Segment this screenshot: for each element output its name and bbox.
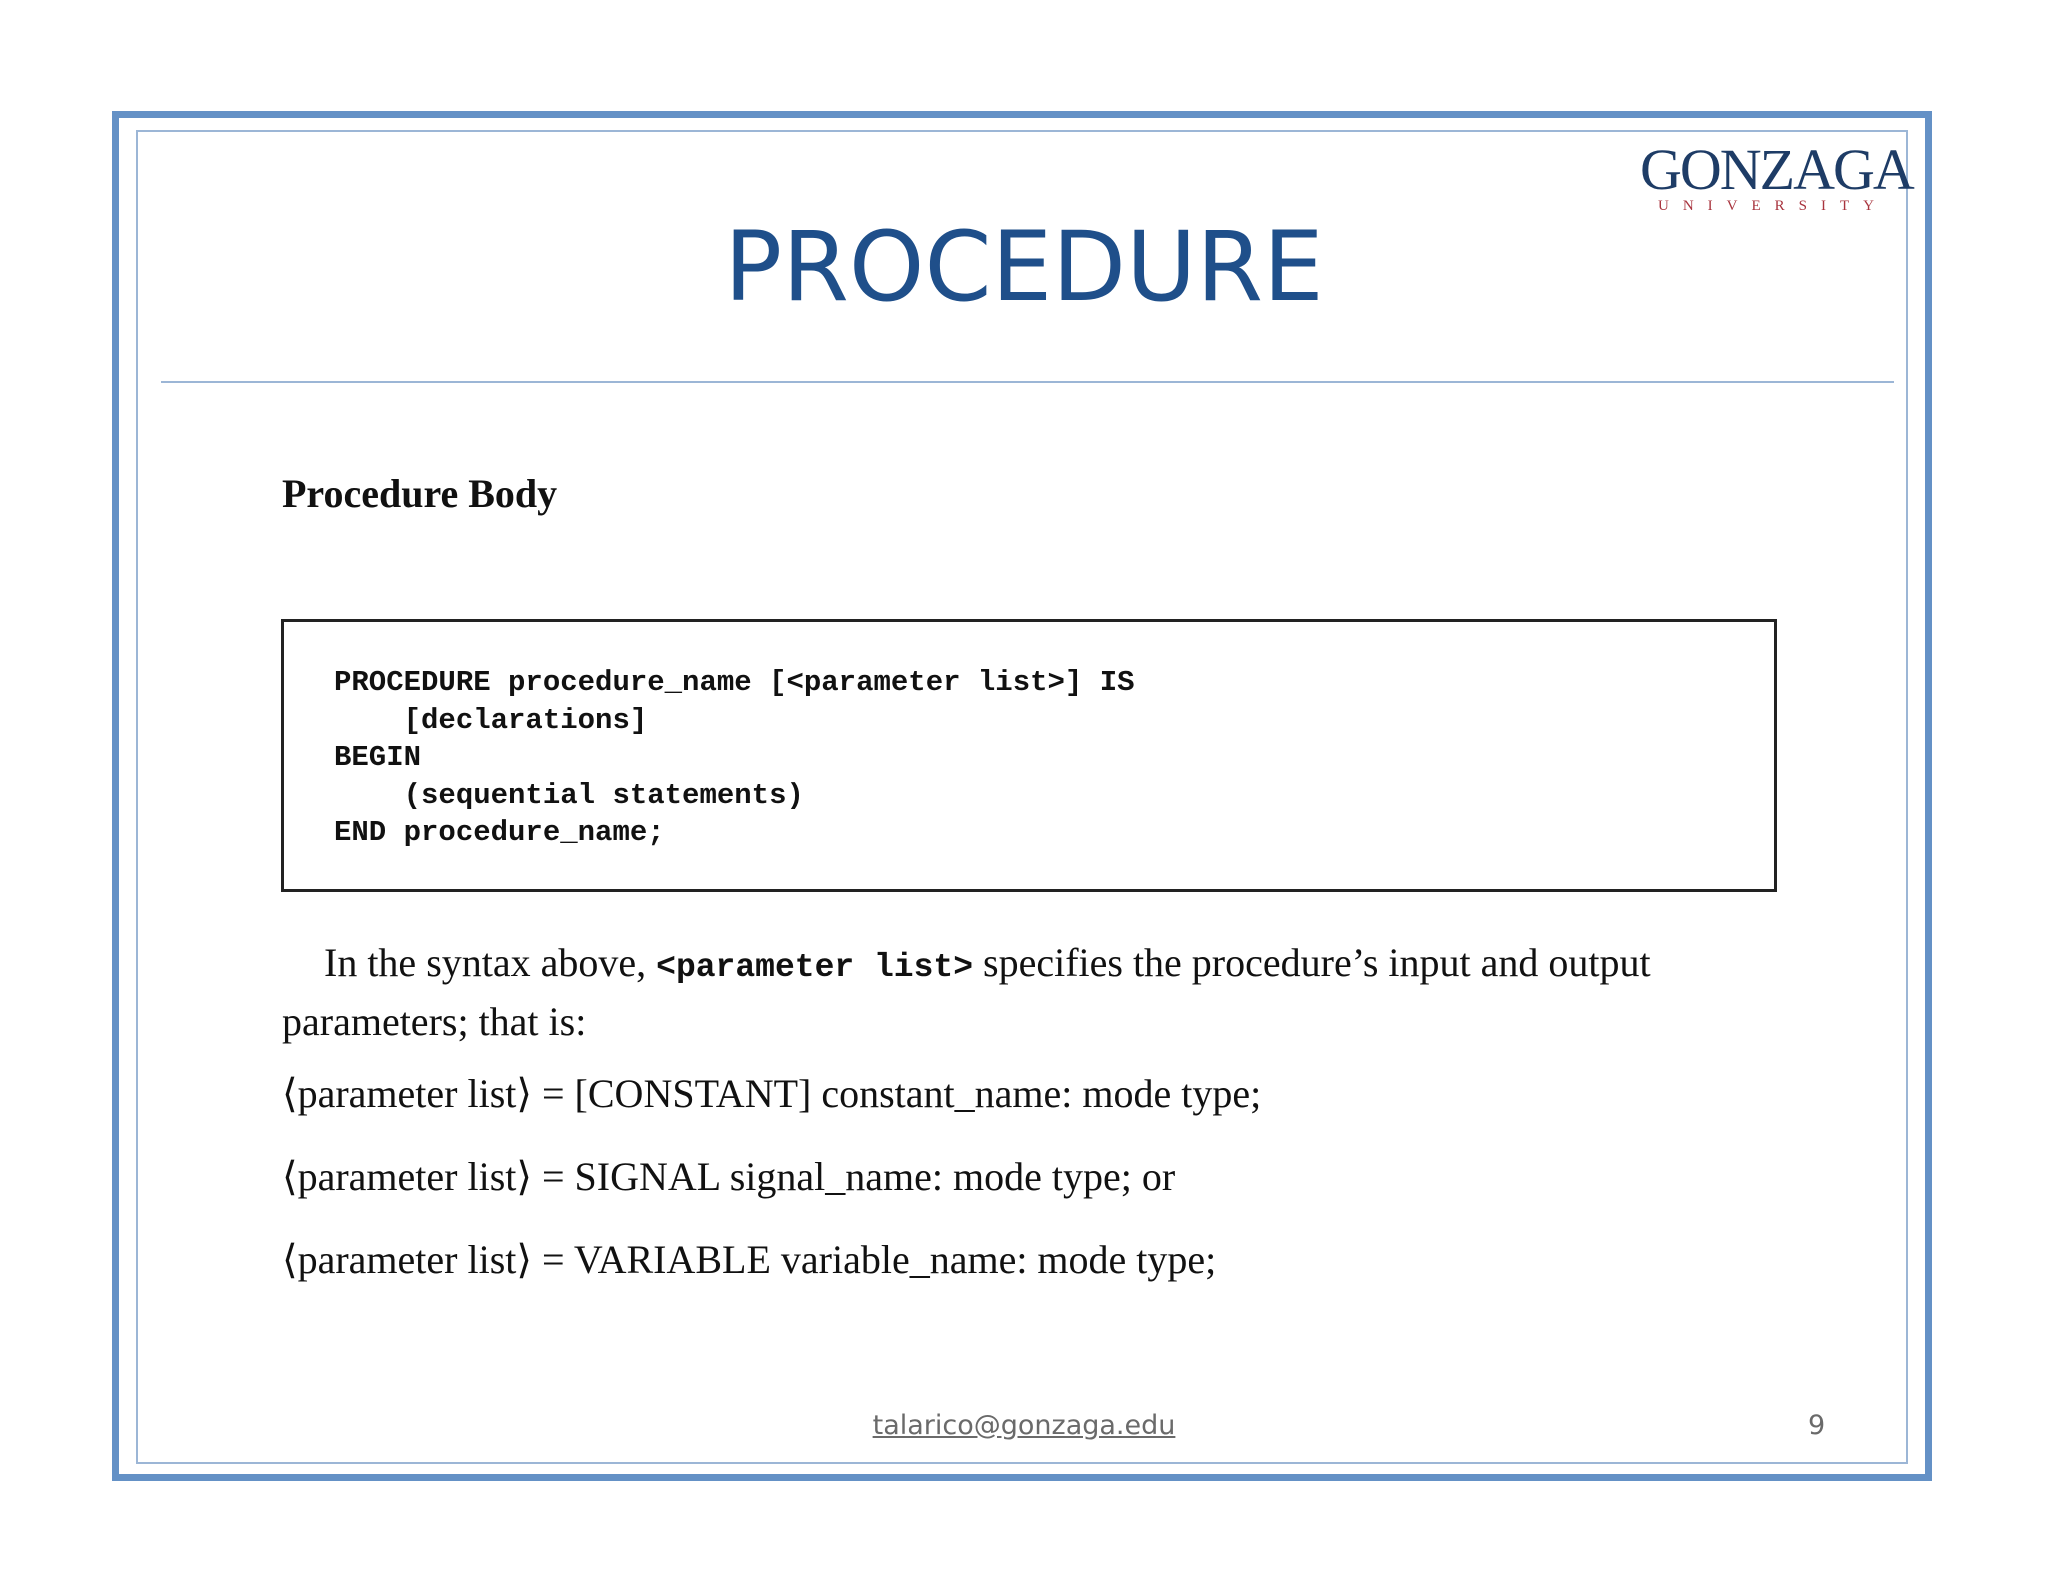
code-block <box>281 619 1777 892</box>
description-paragraph <box>282 936 1782 1049</box>
slide-title: PROCEDURE <box>724 211 1324 323</box>
logo-subtitle: UNIVERSITY <box>1658 198 1888 214</box>
paragraph-text-after: specifies the procedure’s input and output parameters; that is: <box>282 940 1651 1044</box>
section-heading: Procedure Body <box>282 471 558 516</box>
paragraph-text-before: In the syntax above, <box>324 940 657 985</box>
logo-wordmark: GONZAGA <box>1640 137 1913 202</box>
definition-line: ⟨parameter list⟩ = SIGNAL signal_name: mode type; or <box>282 1154 1176 1199</box>
code-line: END procedure_name; <box>334 816 665 849</box>
code-line: [declarations] <box>334 703 648 737</box>
code-line: (sequential statements) <box>334 778 804 812</box>
definition-line: ⟨parameter list⟩ = VARIABLE variable_name: mode type; <box>282 1237 1217 1282</box>
code-line: PROCEDURE procedure_name [<parameter list>] IS <box>334 666 1135 699</box>
page-number: 9 <box>1808 1410 1826 1441</box>
code-text <box>334 664 1135 852</box>
definition-line: ⟨parameter list⟩ = [CONSTANT] constant_name: mode type; <box>282 1071 1262 1116</box>
gonzaga-logo <box>1640 137 1913 218</box>
footer-email-link[interactable]: talarico@gonzaga.edu <box>872 1410 1176 1441</box>
title-divider <box>161 381 1894 383</box>
paragraph-code: <parameter list> <box>656 949 973 986</box>
code-line: BEGIN <box>334 741 422 774</box>
